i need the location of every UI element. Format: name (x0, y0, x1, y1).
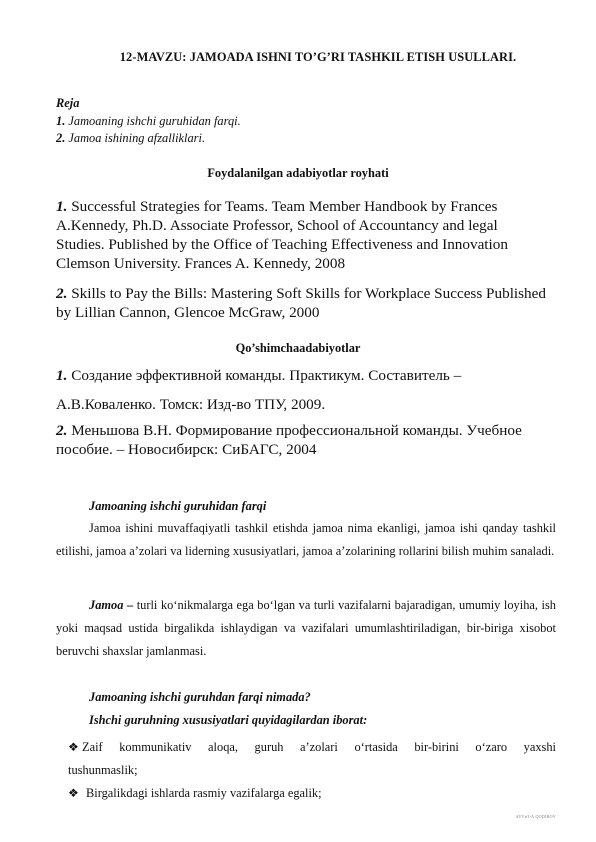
page-title: 12-MAVZU: JAMOADA ISHNI TO’G’RI TASHKIL ETISH USULLARI. (119, 50, 517, 64)
bullet-item (68, 782, 556, 805)
bullet-text: Birgalikdagi ishlarda rasmiy vazifalarga egalik; (86, 786, 322, 800)
reja-item-number: 2. (56, 131, 66, 145)
bullet-text-continuation: tushunmaslik; (68, 763, 138, 777)
section-heading: Jamoaning ishchi guruhidan farqi (89, 499, 267, 513)
additional-item-text: Создание эффективной команды. Практикум. Составитель – (67, 367, 462, 384)
diamond-bullet-icon: ❖ (68, 740, 79, 754)
section-subheading: Ishchi guruhning xususiyatlari quyidagilardan iborat: (89, 713, 368, 727)
additional-item-number: 1. (56, 367, 68, 384)
reja-item (56, 131, 205, 146)
additional-item-text: Меньшова В.Н. Формирование профессиональной команды. Учебное пособие. – Новосибирск: СиБАГС, 2004 (56, 422, 522, 458)
reja-heading: Reja (56, 96, 80, 110)
additional-literature-heading: Qo’shimchaadabiyotlar (235, 341, 361, 355)
reja-item-text: Jamoaning ishchi guruhidan farqi. (65, 114, 241, 128)
literature-item-number: 2. (56, 285, 68, 302)
bullet-item (68, 736, 556, 782)
literature-item-text: Skills to Pay the Bills: Mastering Soft Skills for Workplace Success Published by Lillian Cannon, Glencoe McGraw, 2000 (56, 285, 546, 321)
section-heading: Jamoaning ishchi guruhdan farqi nimada? (89, 690, 311, 704)
page-footer: AYVnT-A QODIROV (515, 814, 556, 819)
body-paragraph: Jamoa ishini muvaffaqiyatli tashkil etishda jamoa nima ekanligi, jamoa ishi qanday tashkil etilishi, jamoa a’zolari va liderning xususiyatlari, jamoa a’zolarining rollarini bilish muhim sanaladi. (56, 521, 556, 558)
additional-item-number: 2. (56, 422, 68, 439)
diamond-bullet-icon: ❖ (68, 786, 79, 800)
additional-item (56, 421, 546, 459)
reja-item (56, 114, 241, 129)
literature-heading: Foydalanilgan adabiyotlar royhati (207, 166, 389, 180)
literature-item-number: 1. (56, 198, 68, 215)
reja-item-text: Jamoa ishining afzalliklari. (65, 131, 206, 145)
definition-text: turli ko‘nikmalarga ega bo‘lgan va turli vazifalarni bajaradigan, umumiy loyiha, ish yoki maqsad ustida birgalikda ishlaydigan va vazifalari umumlashtiriladigan, bir-biriga xisobot beruvchi shaxslar jamlanmasi. (56, 598, 556, 658)
reja-item-number: 1. (56, 114, 66, 128)
additional-item-continuation: А.В.Коваленко. Томск: Изд-во ТПУ, 2009. (56, 396, 326, 413)
term-highlight: Jamoa – (89, 598, 134, 612)
bullet-text: Zaif kommunikativ aloqa, guruh a’zolari o‘rtasida bir-birini o‘zaro yaxshi (82, 740, 556, 754)
body-paragraph (56, 594, 556, 663)
literature-item (56, 284, 546, 322)
additional-item (56, 366, 546, 385)
literature-item (56, 197, 546, 273)
literature-item-text: Successful Strategies for Teams. Team Member Handbook by Frances A.Kennedy, Ph.D. Associate Professor, School of Accountancy and legal Studies. Published by the Office of Teaching Effectiveness and Innovation Clemson University. Frances A. Kennedy, 2008 (56, 198, 508, 272)
